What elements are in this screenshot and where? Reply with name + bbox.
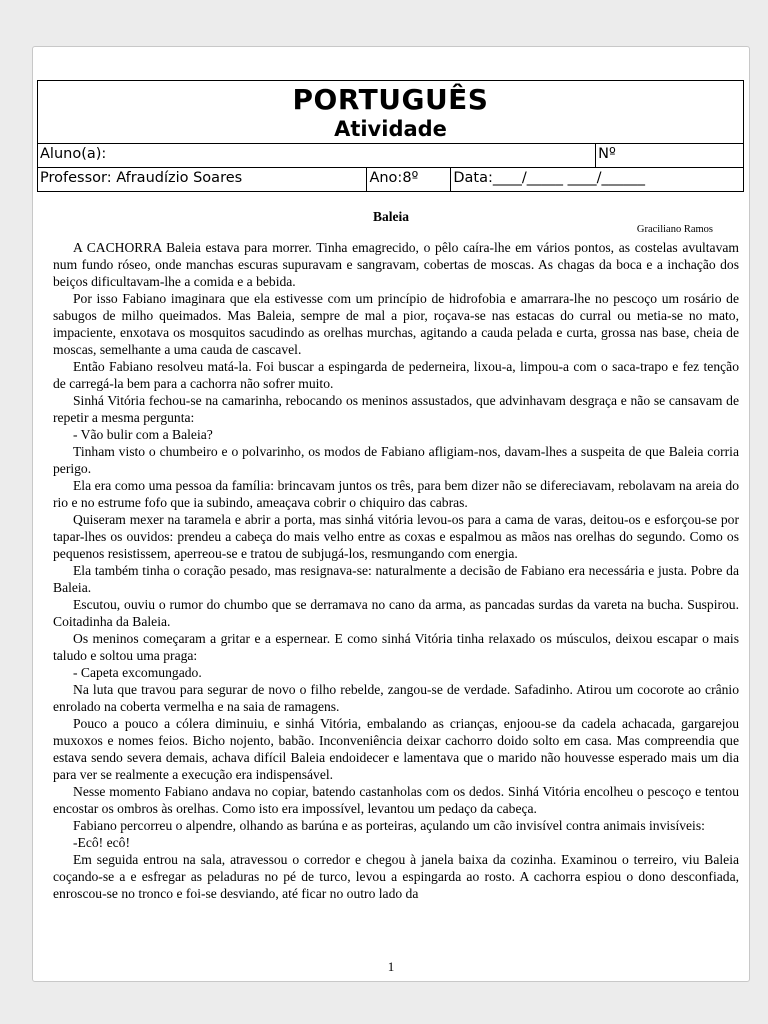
paragraph: Em seguida entrou na sala, atravessou o corredor e chegou à janela baixa da cozinha. Examinou o terreiro, viu Baleia coçando-se a e esfregar as peladuras no pé de turco, levou a espingarda ao rosto. A cachorra espiou o dono desconfiada, enroscou-se no tronco e foi-se desviando, até ficar no outro lado da bbox=[53, 852, 739, 901]
article-body bbox=[53, 239, 739, 902]
article-title: Baleia bbox=[373, 209, 409, 224]
data-field: Data:____/_____ ____/______ bbox=[451, 168, 744, 192]
paragraph: Na luta que travou para segurar de novo o filho rebelde, zangou-se de verdade. Safadinho. Atirou um cocorote ao crânio enrolado na coberta vermelha e na saia de ramagens. bbox=[53, 682, 739, 714]
paragraph: Nesse momento Fabiano andava no copiar, batendo castanholas com os dedos. Sinhá Vitória encolheu o pescoço e tentou encostar os ombros às orelhas. Como isto era impossível, levantou um pedaço da cabeça. bbox=[53, 784, 739, 816]
header-table bbox=[37, 80, 744, 192]
paragraph: A CACHORRA Baleia estava para morrer. Tinha emagrecido, o pêlo caíra-lhe em vários pontos, as costelas avultavam num fundo róseo, onde manchas escuras supuravam e sangravam, cobertas de moscas. As chagas da boca e a inchação dos beiços dificultavam-lhe a comida e a bebida. bbox=[53, 240, 739, 289]
ano-field: Ano:8º bbox=[367, 168, 451, 192]
paragraph: Os meninos começaram a gritar e a espernear. E como sinhá Vitória tinha relaxado os músculos, deixou escapar o mais taludo e soltou uma praga: bbox=[53, 631, 739, 663]
paragraph: Ela também tinha o coração pesado, mas resignava-se: naturalmente a decisão de Fabiano era necessária e justa. Pobre da Baleia. bbox=[53, 563, 739, 595]
aluno-field: Aluno(a): bbox=[38, 144, 596, 168]
paragraph: Então Fabiano resolveu matá-la. Foi buscar a espingarda de pederneira, lixou-a, limpou-a com o saca-trapo e fez tenção de carregá-la bem para a cachorra não sofrer muito. bbox=[53, 359, 739, 391]
article-author: Graciliano Ramos bbox=[636, 224, 713, 235]
paragraph: Por isso Fabiano imaginara que ela estivesse com um princípio de hidrofobia e amarrara-lhe no pescoço um rosário de sabugos de milho queimados. Mas Baleia, sempre de mal a pior, roçava-se nas estacas do curral ou metia-se no mato, impaciente, enxotava os mosquitos sacudindo as orelhas murchas, agitando a cauda pelada e curta, grossa nas base, cheia de moscas, semelhante a uma cauda de cascavel. bbox=[53, 291, 739, 357]
title-cell bbox=[38, 81, 744, 144]
page-subtitle: Atividade bbox=[334, 117, 447, 141]
paragraph: Pouco a pouco a cólera diminuiu, e sinhá Vitória, embalando as crianças, enjoou-se da cadela achacada, gargarejou muxoxos e nomes feios. Bicho nojento, babão. Inconveniência deixar cachorro doido solto em casa. Mas compreendia que estava sendo severa demais, achava difícil Baleia endoidecer e lamentava que o marido não houvesse esperado mais um dia para ver se realmente a execução era indispensável. bbox=[53, 716, 739, 782]
dialogue-line: - Vão bulir com a Baleia? bbox=[73, 427, 213, 442]
dialogue-line: - Capeta excomungado. bbox=[73, 665, 202, 680]
paragraph: Fabiano percorreu o alpendre, olhando as barúna e as porteiras, açulando um cão invisível contra animais invisíveis: bbox=[73, 818, 705, 833]
page-title: PORTUGUÊS bbox=[292, 83, 489, 116]
paragraph: Ela era como uma pessoa da família: brincavam juntos os três, para bem dizer não se difereciavam, rebolavam na areia do rio e no estrume fofo que ia subindo, ameaçava cobrir o chiquiro das cabras. bbox=[53, 478, 739, 510]
document-page bbox=[32, 46, 750, 982]
page-number: 1 bbox=[387, 959, 395, 974]
paragraph: Escutou, ouviu o rumor do chumbo que se derramava no cano da arma, as pancadas surdas da vareta na bucha. Suspirou. Coitadinha da Baleia. bbox=[53, 597, 739, 629]
professor-field: Professor: Afraudízio Soares bbox=[38, 168, 367, 192]
dialogue-line: -Ecô! ecô! bbox=[73, 835, 130, 850]
numero-field: Nº bbox=[596, 144, 744, 168]
paragraph: Sinhá Vitória fechou-se na camarinha, rebocando os meninos assustados, que advinhavam desgraça e não se cansavam de repetir a mesma pergunta: bbox=[53, 393, 739, 425]
paragraph: Quiseram mexer na taramela e abrir a porta, mas sinhá vitória levou-os para a cama de varas, deitou-os e esforçou-se por tapar-lhes os ouvidos: prendeu a cabeça do mais velho entre as coxas e espalmou as mãos nas orelhas do segundo. Como os pequenos resistissem, aperreou-se e tratou de subjugá-los, resmungando com energia. bbox=[53, 512, 739, 561]
paragraph: Tinham visto o chumbeiro e o polvarinho, os modos de Fabiano afligiam-nos, davam-lhes a suspeita de que Baleia corria perigo. bbox=[53, 444, 739, 476]
